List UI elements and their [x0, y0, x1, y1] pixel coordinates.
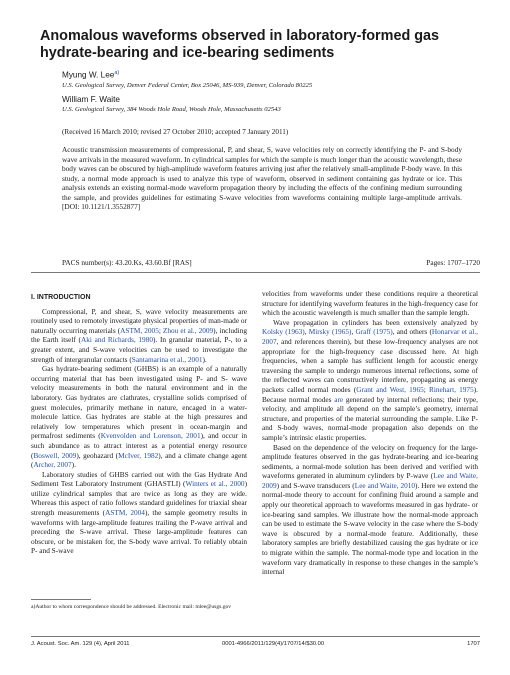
citation-link[interactable]: McIver, 1982 — [118, 450, 159, 460]
body-paragraph: Compressional, P, and shear, S, wave velocity measurements are routinely used to remotely investigate physical properties of man-made or naturally occurring materials (ASTM, 2005; Zhou et al., 2009), including the Earth itself (Aki and Richards, 1980). In granular material, P-, to a greater extent, and S-wave velocities can be used to investigate the strength of intergranular contacts (Santamarina et al., 2001). — [31, 306, 248, 364]
page-number: 1707 — [467, 641, 480, 647]
body-paragraph: Based on the dependence of the velocity on frequency for the large-amplitude features observed in the gas hydrate-bearing and ice-bearing sediments, a normal-mode solution has been derived and verified with waveforms generated in aluminum cylinders by P-wave (Lee and Waite, 2009) and S-wave transducers (Lee and Waite, 2010). Here we extend the normal-mode theory to account for confining fluid around a sample and apply our theoretical approach to waveforms measured in gas hydrate- or ice-bearing sand samples. We illustrate how the normal-mode approach can be used to estimate the S-wave velocity in the case where the S-body wave is obscured by a normal-mode feature. Additionally, these laboratory samples are briefly destabilized causing the gas hydrate or ice to migrate within the sample. The normal-mode type and location in the waveform vary dramatically in response to these changes in the sample’s internal — [262, 442, 478, 577]
author-affiliation: U.S. Geological Survey, 384 Woods Hole Road, Woods Hole, Massachusetts 02543 — [62, 106, 281, 113]
page-range: Pages: 1707–1720 — [426, 258, 480, 267]
footnote: a)Author to whom correspondence should be addressed. Electronic mail: mlee@usgs.gov — [31, 604, 232, 610]
section-heading: I. INTRODUCTION — [31, 294, 91, 301]
body-paragraph: Wave propagation in cylinders has been extensively analyzed by Kolsky (1963), Mirsky (1965), Graff (1975), and others (Honarvar et al., 2007, and references therein), but these low-frequency analyses are not appropriate for the high-frequency case discussed here. At high frequencies, when a sample has sufficient length for acoustic energy traversing the sample to undergo numerous internal reflections, some of the reflected waves can constructively interfere, propagating as energy packets called normal modes (Grant and West, 1965; Rinehart, 1975). Because normal modes are generated by internal reflections; their type, velocity, and amplitude all depend on the sample’s geometry, internal structure, and properties of the material surrounding the sample. Like P- and S-body waves, normal-mode propagation also depends on the sample’s intrinsic elastic properties. — [262, 317, 478, 442]
citation-link[interactable]: Kvenvolden and Lorenson, 2001 — [100, 431, 201, 441]
citation-link[interactable]: Winters et al., 2000 — [185, 479, 245, 489]
body-paragraph: Laboratory studies of GHBS carried out with the Gas Hydrate And Sediment Test Laboratory Instrument (GHASTLI) (Winters et al., 2000) utilize cylindrical samples that are twice as long as they are wide. Whereas this aspect of ratio follows standard guidelines for triaxial shear strength measurements (ASTM, 2004), the sample geometry results in waveforms with large-amplitude features trailing the P-wave arrival and preceding the S-wave arrival. These large-amplitude features can obscure, or be mistaken for, the S-body wave arrival. To reliably obtain P- and S-wave — [31, 469, 248, 556]
citation-link[interactable]: Zhou et al., 2009 — [162, 325, 214, 335]
author-name: Myung W. Lee$^{a)}$ — [62, 70, 120, 80]
citation-link[interactable]: Grant and West, 1965 — [356, 384, 424, 394]
paper-title: Anomalous waveforms observed in laboratory-formed gas hydrate-bearing and ice-bearing sediments — [40, 28, 440, 61]
author-block-1 — [62, 68, 482, 90]
citation-link[interactable]: Lee and Waite, 2009 — [262, 471, 478, 490]
citation-link[interactable]: Archer, 2007 — [33, 460, 72, 470]
author-name: William F. Waite — [62, 95, 120, 104]
citation-link[interactable]: Lee and Waite, 2010 — [354, 480, 416, 490]
citation-link[interactable]: Rinehart, 1975 — [428, 384, 474, 394]
citation-link[interactable]: ASTM, 2004 — [105, 508, 145, 518]
citation-link[interactable]: Graff (1975) — [355, 327, 393, 337]
citation-link[interactable]: Santamarina et al., 2001 — [131, 354, 203, 364]
body-paragraph: Gas hydrate-bearing sediment (GHBS) is an example of a naturally occurring material that has been investigated using P- and S- wave velocity measurements in both the natural environment and in the laboratory. Gas hydrates are clathrates, crystalline solids comprised of guest molecules, primarily methane in nature, encaged in a water-molecule lattice. Gas hydrates are stable at the high pressures and relatively low temperatures which present in ocean-margin and permafrost sediments (Kvenvolden and Lorenson, 2001), and occur in such abundance as to attract interest as a potential energy resource (Boswell, 2009), geohazard (McIver, 1982), and a climate change agent (Archer, 2007). — [31, 364, 247, 470]
author-affiliation: U.S. Geological Survey, Denver Federal Center, Box 25046, MS-939, Denver, Colorado 80225 — [62, 81, 313, 89]
left-column — [31, 293, 247, 556]
left-column-body — [31, 307, 247, 556]
journal-citation: J. Acoust. Soc. Am. 129 (4), April 2011 — [31, 641, 130, 647]
author-block-2 — [62, 95, 482, 114]
footer-divider — [31, 636, 480, 637]
citation-link[interactable]: Kolsky (1963) — [262, 327, 305, 337]
footnote-divider — [31, 599, 91, 600]
abstract: Acoustic transmission measurements of compressional, P, and shear, S, wave velocities rely on correctly identifying the P- and S-body wave arrivals in the measured waveform. In cylindrical samples for which the sample is much longer than the acoustic wavelength, these body waves can be obscured by high-amplitude waveform features arriving just after the relatively small-amplitude P-body wave. In this study, a normal mode approach is used to analyze this type of waveform, observed in sediment containing gas hydrate or ice. This analysis extends an existing normal-mode waveform propagation theory by including the effects of the confining medium surrounding the sample, and provides guidelines for estimating S-wave velocities from waveforms containing multiple large-amplitude arrivals. [DOI: 10.1121/1.3552877] — [62, 145, 462, 211]
right-column-body — [262, 289, 478, 577]
article-code: 0001-4966/2011/129(4)/1707/14/$30.00 — [222, 641, 325, 647]
right-column — [262, 289, 478, 577]
body-paragraph: velocities from waveforms under these conditions require a theoretical structure for identifying waveform features in the high-frequency case for which the acoustic wavelength is much smaller than the sample length. — [262, 289, 478, 318]
citation-link[interactable]: ASTM, 2005 — [120, 325, 159, 335]
citation-link[interactable]: are — [334, 394, 344, 404]
citation-link[interactable]: Mirsky (1965) — [308, 327, 352, 337]
pacs-numbers: PACS number(s): 43.20.Ks, 43.60.Bf [RAS] — [62, 258, 192, 267]
header-divider — [31, 272, 480, 273]
citation-link[interactable]: Honarvar et al., 2007 — [262, 327, 478, 346]
citation-link[interactable]: Boswell, 2009 — [33, 450, 77, 460]
citation-link[interactable]: Aki and Richards, 1980 — [80, 335, 153, 345]
received-dates: (Received 16 March 2010; revised 27 October 2010; accepted 7 January 2011) — [62, 128, 289, 136]
author-footnote-mark[interactable]: a) — [114, 70, 120, 76]
